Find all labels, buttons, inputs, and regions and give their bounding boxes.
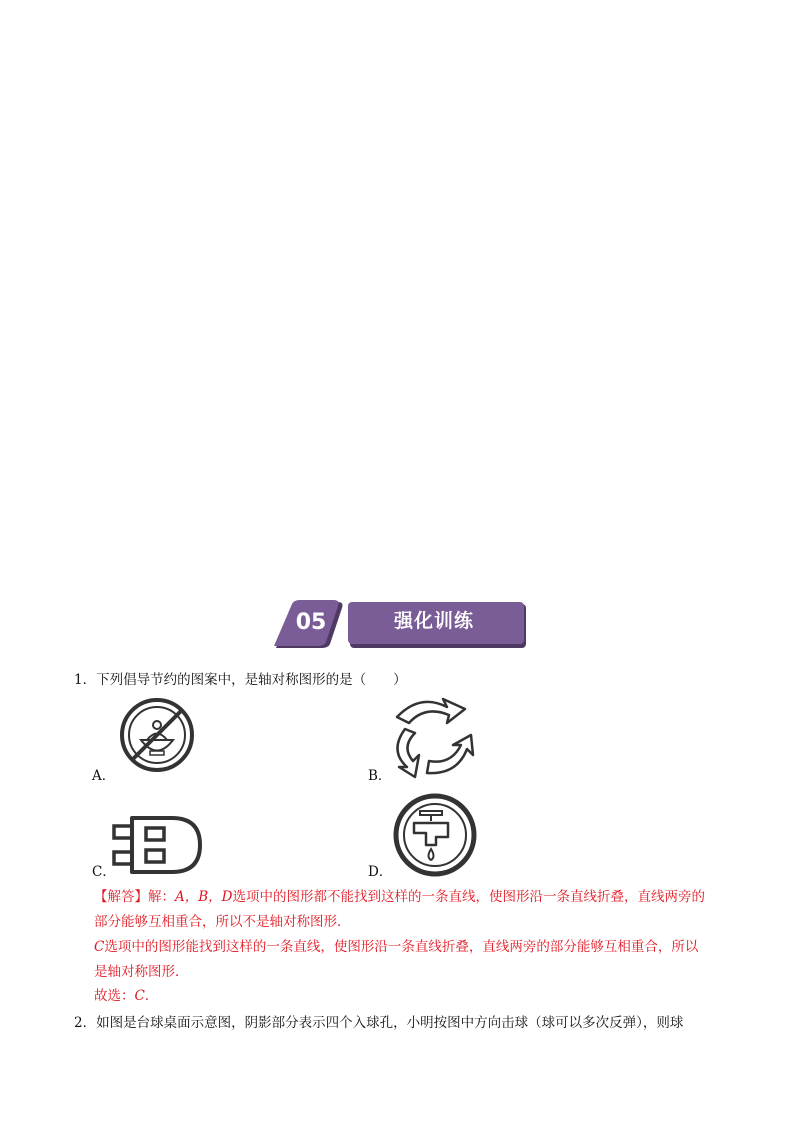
question-stem: 如图是台球桌面示意图，阴影部分表示四个入球孔，小明按图中方向击球（球可以多次反弹），则球 <box>96 1015 684 1031</box>
option-c-label: C． <box>92 864 116 880</box>
answer-line-2: 部分能够互相重合，所以不是轴对称图形． <box>94 914 351 930</box>
question-2 <box>74 1013 683 1033</box>
option-a-label: A． <box>92 768 116 784</box>
section-banner <box>272 600 528 652</box>
option-b-label: B． <box>368 768 392 784</box>
water-faucet-icon <box>390 793 480 878</box>
answer-line-4: 是轴对称图形． <box>94 964 189 980</box>
question-number: 2． <box>74 1015 97 1031</box>
option-d-label: D． <box>368 864 393 880</box>
answer-line-3: C选项中的图形能找到这样的一条直线，使图形沿一条直线折叠，直线两旁的部分能够互相重合，所以 <box>94 939 699 955</box>
section-title: 强化训练 <box>393 610 474 632</box>
question-number: 1． <box>74 672 97 688</box>
no-food-waste-icon <box>110 695 205 775</box>
recycle-arrows-icon <box>385 695 480 780</box>
section-number: 05 <box>295 610 327 635</box>
answer-line-1: 【解答】解：A，B，D选项中的图形都不能找到这样的一条直线，使图形沿一条直线折叠，直线两旁的 <box>94 889 705 905</box>
power-plug-icon <box>110 810 205 880</box>
question-stem: 下列倡导节约的图案中，是轴对称图形的是（ ） <box>96 672 407 688</box>
answer-line-5: 故选：C． <box>94 988 159 1004</box>
question-1 <box>74 670 407 690</box>
answer-tag: 【解答】 <box>94 889 148 905</box>
